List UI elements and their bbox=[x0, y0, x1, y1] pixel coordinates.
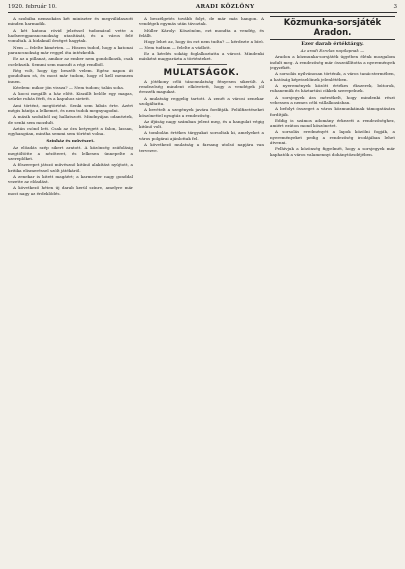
paragraph: Rég volt, hogy így beszélt velem. Egész napon át gondoltam rá, és most már tudom, hogy el kell mennem innen. bbox=[8, 67, 133, 84]
section-byline: Az aradi Ezrelas napilapnak — bbox=[300, 48, 365, 53]
paragraph: A sorsjegyek ára mérsékelt, hogy mindenki részt vehessen a nemes célú vállalkozásban. bbox=[270, 94, 395, 106]
paragraph: Az ifjúság nagy számban jelent meg, és a hangulat végig kitűnő volt. bbox=[139, 118, 264, 130]
paragraph: Hogy lehet az, hogy ön ezt nem tudta? — kérdezte a bíró. — Nem tudtam — felelte a vádlott. bbox=[139, 39, 264, 50]
paragraph: A jótékony célú táncmulatság fényesen sikerült. A rendezőség mindent elkövetett, hogy a vendégek jól érezzék magukat. bbox=[139, 78, 264, 95]
paragraph: A tombolán értékes tárgyakat sorsoltak ki, amelyeket a város polgárai ajánlottak fel. bbox=[139, 130, 264, 141]
header-paper-name: ARADI KÖZLÖNY bbox=[195, 4, 255, 10]
paragraph: A zenekar is kitett magáért; a karmester nagy gonddal vezette az előadást. bbox=[8, 173, 133, 185]
paragraph: A bevételt a szegények javára fordítják. Felülfizetéseket köszönettel nyugtáz a rendezőség. bbox=[139, 107, 264, 118]
column-3 bbox=[270, 16, 395, 568]
paragraph: A következő héten új darab kerül színre, amelyre már most nagy az érdeklődés. bbox=[8, 185, 133, 196]
paragraph: Ami történt, megtörtént. Senki sem hibás érte. Azért mégis bántja a lelkemet, és nem tudok megnyugodni. bbox=[8, 102, 133, 114]
section-subtitle: Ezer darab értéktárgy. bbox=[301, 41, 364, 47]
paragraph: A nyeremények között értékes ékszerek, bútorok, ruhaneműk és háztartási cikkek szerepelnek. bbox=[270, 83, 395, 94]
paragraph: Kérdem: mikor jön vissza? — Nem tudom; talán soha. bbox=[13, 84, 125, 90]
paragraph: Ez az a pillanat, amikor az ember nem gondolkozik, csak cselekszik. Semmi sem maradt a régi rendből. bbox=[8, 56, 133, 67]
paragraph: A sorsolás nyilvánosan történik, a város tanácstermében, a hatóság képviselőinek jelenlétében. bbox=[270, 71, 395, 82]
paragraph: A sorsolás eredményét a lapok közölni fogják, a nyereményeket pedig a rendezőség irodájában lehet átvenni. bbox=[270, 129, 395, 146]
paragraph: Aradon a közmunka-sorsjáték ügyében élénk mozgalom indult meg. A rendezőség már összeállította a nyeremények jegyzékét. bbox=[270, 54, 395, 71]
paragraph: Müller Károly: Köszönöm, ezt mondta a vendég, és felállt. bbox=[139, 27, 264, 39]
paragraph: A következő mulatság a farsang utolsó napjára van tervezve. bbox=[139, 142, 264, 153]
subheading: Színház és művészet. bbox=[46, 138, 95, 144]
page-header bbox=[8, 4, 397, 13]
paragraph: A másik szobából zaj hallatszott. Mindnyájan odanéztek, de senki sem mozdult. bbox=[8, 114, 133, 125]
section-divider bbox=[177, 64, 227, 65]
paragraph: A mulatság reggelig tartott. A zenét a városi zenekar szolgáltatta. bbox=[139, 95, 264, 107]
paragraph: A főszerepet játszó művésznő kitűnő alakítást nyújtott, a kritika elismeréssel szólt játékáról. bbox=[8, 162, 133, 173]
column-1 bbox=[8, 16, 133, 568]
header-page-number: 3 bbox=[393, 4, 397, 10]
paragraph: A kocsi megállt a ház előtt. Kiszállt belőle egy magas, szürke ruhás férfi, és a kapuhoz sietett. bbox=[8, 91, 133, 102]
section-title: MULATSÁGOK. bbox=[163, 67, 240, 78]
paragraph: A beszélgetés tovább folyt, de már más hangon. A vendégek egymás után távoztak. bbox=[139, 16, 264, 27]
section-title: Közmunka-sorsjáték Aradon. bbox=[270, 16, 395, 40]
paragraph: Eddig is számos adomány érkezett a rendezőséghez, amiért ezúton mond köszönetet. bbox=[270, 117, 395, 129]
paragraph: Az előadás szép sikert aratott. A közönség zsúfolásig megtöltötte a nézőteret, és lelkesen ünnepelte a szereplőket. bbox=[8, 145, 133, 161]
paragraph: Aztán csönd lett. Csak az óra ketyegett a falon, lassan, egyhangúan, mintha semmi sem történt volna. bbox=[8, 125, 133, 137]
paragraph: Ez a kérdés sokáig foglalkoztatta a várost. Mindenki másként magyarázta a történteket. bbox=[139, 50, 264, 62]
paragraph: A szobába nemsokára két miniszter és megválidaszott minden harmadik. bbox=[8, 16, 133, 27]
columns bbox=[8, 16, 397, 568]
column-2 bbox=[139, 16, 264, 568]
header-date: 1920. február 10. bbox=[8, 4, 57, 10]
paragraph: A két katona rövid jelzéssel tudomásul vette a hadseregparancsnokság utasítását, és a város felé vonultak. A hidaknál őrséget hagytak. bbox=[8, 27, 133, 44]
paragraph: Nem — felelte kimérten. — Hiszen tudod, hogy a katonai parancsnokság már reggel óta intézkedik. bbox=[8, 44, 133, 56]
paragraph: Felhívjuk a közönség figyelmét, hogy a sorsjegyek már kaphatók a város valamennyi dohánytőzsdéjében. bbox=[270, 146, 395, 157]
paragraph: A befolyt összeget a város közmunkáinak támogatására fordítják. bbox=[270, 106, 395, 117]
